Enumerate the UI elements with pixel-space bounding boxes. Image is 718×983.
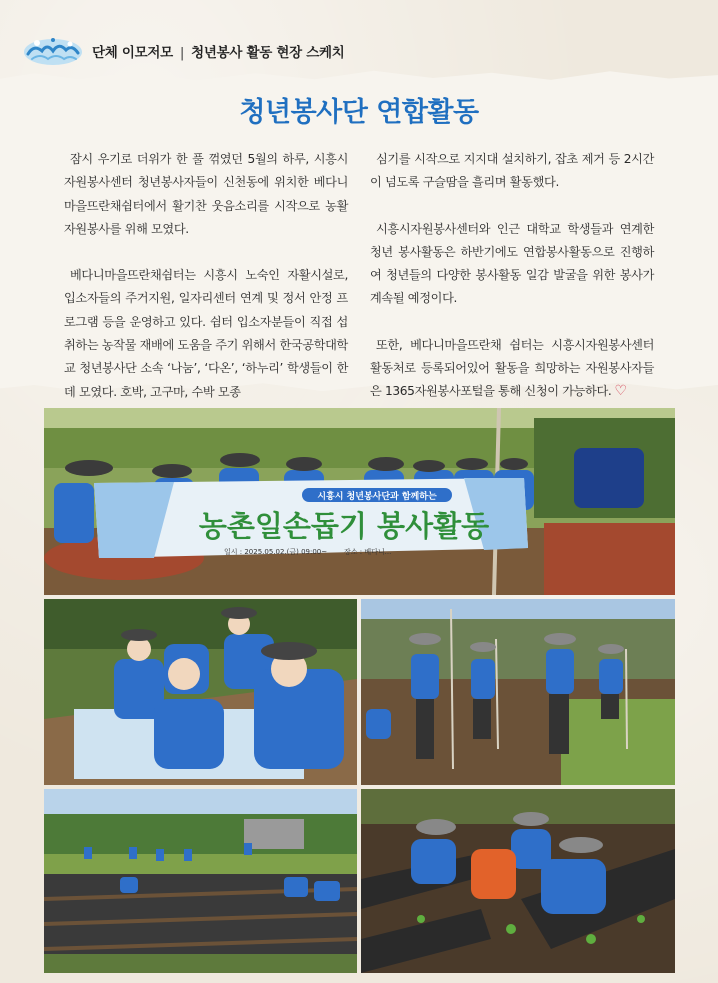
banner-date-text: 일시 : 2025.05.02.(금) 09:00~ <box>224 548 328 556</box>
wave-cloud-logo-icon <box>22 34 84 68</box>
photo-installing-stakes <box>361 599 675 785</box>
photo-planting-closeup <box>361 789 675 973</box>
article-paragraph: 시흥시자원봉사센터와 인근 대학교 학생들과 연계한 청년 봉사활동은 하반기에도 연합봉사활동으로 진행하여 청년들의 다양한 봉사활동 일감 발굴을 위한 봉사가 계속될 예정이다. <box>370 221 654 306</box>
article-column-left <box>64 148 348 427</box>
photo-group-sitting <box>44 599 357 785</box>
header-subtitle: 청년봉사 활동 현장 스케치 <box>191 45 345 61</box>
article-title: 청년봉사단 연합활동 <box>239 97 479 128</box>
photo-field-wide <box>44 789 357 973</box>
banner-small-text: 시흥시 청년봉사단과 함께하는 <box>317 492 437 502</box>
article-paragraph-text: 또한, 베다니마을뜨란채 쉼터는 시흥시자원봉사센터 활동처로 등록되어있어 활동을 희망하는 자원봉사자들은 1365자원봉사포털을 통해 신청이 가능하다. <box>370 337 654 399</box>
article-paragraph: 심기를 시작으로 지지대 설치하기, 잡초 제거 등 2시간이 넘도록 구슬땀을 흘리며 활동했다. <box>370 152 654 190</box>
article-column-right <box>370 148 654 427</box>
header-section-label: 단체 이모저모 <box>92 45 173 61</box>
article-paragraph: 잠시 우기로 더위가 한 풀 꺾였던 5월의 하루, 시흥시자원봉사센터 청년봉사자들이 신천동에 위치한 베다니마을뜨란채쉼터에서 활기찬 웃음소리를 시작으로 농활 자원봉사를 위해 모였다. <box>64 152 348 236</box>
article-paragraph: 베다니마을뜨란채쉼터는 시흥시 노숙인 자활시설로, 입소자들의 주거지원, 일자리센터 연계 및 정서 안정 프로그램 등을 운영하고 있다. 쉼터 입소자분들이 직접 섭취하는 농작물 재배에 도움을 주기 위해서 한국공학대학교 청년봉사단 소속 ‘나눔’, ‘다온’, ‘하누리’ 학생들이 한데 모였다. 호박, 고구마, 수박 모종 <box>64 268 348 399</box>
page-header <box>22 34 344 68</box>
banner-place-text: 장소 : 베다니... <box>344 548 392 556</box>
header-separator: | <box>179 45 185 61</box>
photo-group-banner <box>44 408 675 595</box>
banner-main-text: 농촌일손돕기 봉사활동 <box>198 509 490 543</box>
article-paragraph-last <box>370 334 654 404</box>
heart-icon: ♡ <box>614 383 627 400</box>
